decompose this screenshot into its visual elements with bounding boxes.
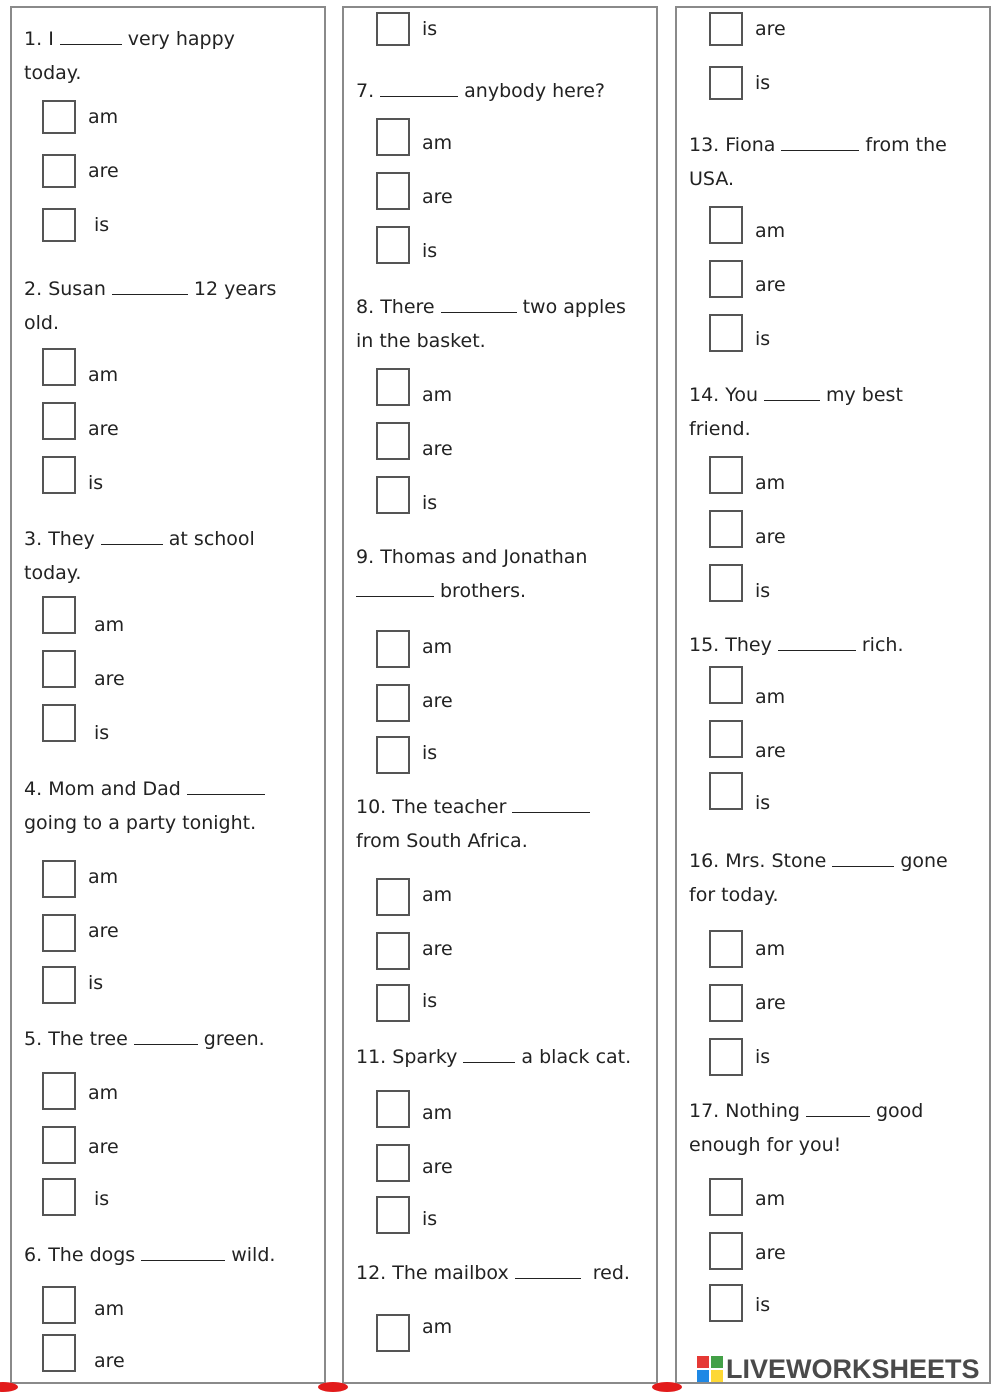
option-label: is — [755, 792, 771, 814]
answer-blank — [134, 1024, 198, 1045]
option-label: are — [422, 690, 453, 712]
checkbox[interactable] — [42, 1178, 76, 1216]
checkbox[interactable] — [376, 368, 410, 406]
option-label: am — [88, 364, 119, 386]
option-label: are — [88, 160, 119, 182]
option-label: am — [755, 1188, 786, 1210]
checkbox[interactable] — [709, 1232, 743, 1270]
checkbox[interactable] — [709, 12, 743, 46]
question-number: 5. — [24, 1028, 43, 1050]
option-label: am — [422, 884, 453, 906]
option-label: are — [94, 1350, 125, 1372]
checkbox[interactable] — [42, 1126, 76, 1164]
answer-blank — [356, 576, 434, 597]
question-number: 3. — [24, 528, 43, 550]
option-label: are — [422, 1156, 453, 1178]
question-4 — [24, 772, 271, 806]
question-2-cont: old. — [24, 312, 60, 334]
logo-square — [697, 1356, 709, 1368]
question-16-cont: for today. — [689, 884, 779, 906]
answer-blank — [781, 130, 859, 151]
question-text: There — [380, 296, 435, 318]
question-number: 2. — [24, 278, 43, 300]
answer-blank — [463, 1042, 515, 1063]
option-label: am — [422, 384, 453, 406]
option-label: am — [88, 106, 119, 128]
question-text: Susan — [48, 278, 106, 300]
checkbox[interactable] — [42, 100, 76, 134]
checkbox[interactable] — [42, 914, 76, 952]
question-15 — [689, 628, 903, 662]
checkbox[interactable] — [376, 1314, 410, 1352]
question-16 — [689, 844, 948, 878]
question-6 — [24, 1238, 275, 1272]
question-11 — [356, 1040, 631, 1074]
checkbox[interactable] — [376, 630, 410, 668]
option-label: is — [422, 990, 438, 1012]
question-number: 13. — [689, 134, 720, 156]
checkbox[interactable] — [42, 1334, 76, 1372]
question-text: my best — [826, 384, 903, 406]
option-label: am — [755, 686, 786, 708]
answer-blank — [187, 774, 265, 795]
option-label: are — [755, 274, 786, 296]
checkbox[interactable] — [42, 154, 76, 188]
question-14-cont: friend. — [689, 418, 751, 440]
option-label: are — [422, 938, 453, 960]
question-17 — [689, 1094, 923, 1128]
option-label: am — [422, 1102, 453, 1124]
answer-blank — [101, 524, 163, 545]
question-text: They — [48, 528, 95, 550]
question-1-cont: today. — [24, 62, 82, 84]
decor-mark — [0, 1382, 18, 1392]
question-number: 1. — [24, 28, 43, 50]
answer-blank — [512, 792, 590, 813]
checkbox[interactable] — [709, 510, 743, 548]
question-number: 16. — [689, 850, 720, 872]
question-number: 12. — [356, 1262, 387, 1284]
column-2 — [342, 6, 658, 1384]
question-text: You — [725, 384, 759, 406]
answer-blank — [380, 76, 458, 97]
question-text: The tree — [48, 1028, 128, 1050]
question-text: green. — [203, 1028, 265, 1050]
logo-text: LIVEWORKSHEETS — [726, 1353, 980, 1384]
question-17-cont: enough for you! — [689, 1134, 842, 1156]
checkbox[interactable] — [42, 402, 76, 440]
question-10 — [356, 790, 596, 824]
question-4-cont: going to a party tonight. — [24, 812, 257, 834]
option-label: are — [755, 526, 786, 548]
checkbox[interactable] — [42, 456, 76, 494]
answer-blank — [764, 380, 820, 401]
answer-blank — [778, 630, 856, 651]
question-5 — [24, 1022, 265, 1056]
decor-mark — [652, 1382, 682, 1392]
question-text: Fiona — [725, 134, 776, 156]
checkbox[interactable] — [709, 456, 743, 494]
checkbox[interactable] — [376, 932, 410, 970]
decor-mark — [318, 1382, 348, 1392]
option-label: is — [755, 1294, 771, 1316]
checkbox[interactable] — [376, 684, 410, 722]
checkbox[interactable] — [376, 1144, 410, 1182]
question-text: red. — [592, 1262, 630, 1284]
question-14 — [689, 378, 903, 412]
answer-blank — [112, 274, 188, 295]
checkbox[interactable] — [376, 172, 410, 210]
option-label: is — [755, 72, 771, 94]
checkbox[interactable] — [709, 1284, 743, 1322]
option-label: am — [755, 938, 786, 960]
question-9 — [356, 540, 587, 574]
option-label: is — [755, 328, 771, 350]
question-12 — [356, 1256, 630, 1290]
checkbox[interactable] — [709, 260, 743, 298]
question-text: Sparky — [392, 1046, 458, 1068]
question-text: wild. — [231, 1244, 276, 1266]
question-number: 7. — [356, 80, 375, 102]
checkbox[interactable] — [42, 348, 76, 386]
question-text: two apples — [522, 296, 626, 318]
option-label: am — [422, 636, 453, 658]
option-label: is — [755, 580, 771, 602]
checkbox[interactable] — [376, 118, 410, 156]
liveworksheets-logo — [697, 1352, 980, 1386]
answer-blank — [806, 1096, 870, 1117]
option-label: are — [422, 438, 453, 460]
checkbox[interactable] — [709, 984, 743, 1022]
logo-square — [711, 1356, 723, 1368]
question-10-cont: from South Africa. — [356, 830, 528, 852]
checkbox[interactable] — [42, 704, 76, 742]
question-text: The teacher — [392, 796, 507, 818]
option-label: is — [94, 722, 110, 744]
question-text: a black cat. — [521, 1046, 632, 1068]
question-3 — [24, 522, 255, 556]
option-label: am — [94, 614, 125, 636]
question-9-cont — [356, 574, 526, 608]
question-number: 8. — [356, 296, 375, 318]
option-label: is — [422, 1208, 438, 1230]
question-text: from the — [865, 134, 947, 156]
question-number: 14. — [689, 384, 720, 406]
answer-blank — [60, 24, 122, 45]
checkbox[interactable] — [709, 930, 743, 968]
checkbox[interactable] — [709, 1178, 743, 1216]
option-label: are — [755, 740, 786, 762]
option-label: am — [94, 1298, 125, 1320]
option-label: is — [755, 1046, 771, 1068]
checkbox[interactable] — [376, 736, 410, 774]
checkbox[interactable] — [42, 860, 76, 898]
option-label: are — [755, 18, 786, 40]
option-label: am — [755, 472, 786, 494]
answer-blank — [441, 292, 517, 313]
question-number: 9. — [356, 546, 375, 568]
question-text: Mom and Dad — [48, 778, 181, 800]
column-1 — [10, 6, 326, 1384]
option-label: are — [94, 668, 125, 690]
question-number: 15. — [689, 634, 720, 656]
option-label: am — [422, 1316, 453, 1338]
question-text: Thomas and Jonathan — [380, 546, 588, 568]
question-13 — [689, 128, 947, 162]
option-label: are — [422, 186, 453, 208]
question-7 — [356, 74, 605, 108]
option-label: is — [422, 240, 438, 262]
question-text: very happy — [127, 28, 235, 50]
checkbox[interactable] — [376, 1090, 410, 1128]
question-number: 17. — [689, 1100, 720, 1122]
checkbox[interactable] — [376, 1196, 410, 1234]
option-label: is — [94, 214, 110, 236]
checkbox[interactable] — [42, 1286, 76, 1324]
checkbox[interactable] — [709, 564, 743, 602]
question-text: good — [875, 1100, 924, 1122]
checkbox[interactable] — [42, 1072, 76, 1110]
logo-square — [711, 1370, 723, 1382]
option-label: are — [755, 1242, 786, 1264]
option-label: am — [88, 1082, 119, 1104]
question-text: 12 years — [193, 278, 277, 300]
checkbox[interactable] — [376, 12, 410, 46]
option-label: is — [94, 1188, 110, 1210]
option-label: is — [422, 18, 438, 40]
option-label: am — [88, 866, 119, 888]
question-3-cont: today. — [24, 562, 82, 584]
checkbox[interactable] — [42, 208, 76, 242]
checkbox[interactable] — [376, 422, 410, 460]
question-8-cont: in the basket. — [356, 330, 486, 352]
question-text: The mailbox — [392, 1262, 509, 1284]
option-label: are — [88, 418, 119, 440]
checkbox[interactable] — [42, 650, 76, 688]
checkbox[interactable] — [709, 314, 743, 352]
checkbox[interactable] — [709, 666, 743, 704]
checkbox[interactable] — [376, 878, 410, 916]
option-label: is — [422, 492, 438, 514]
option-label: is — [422, 742, 438, 764]
option-label: are — [88, 1136, 119, 1158]
answer-blank — [832, 846, 894, 867]
question-2 — [24, 272, 276, 306]
question-text: anybody here? — [464, 80, 605, 102]
question-text: gone — [900, 850, 948, 872]
checkbox[interactable] — [376, 226, 410, 264]
logo-icon — [697, 1356, 723, 1382]
question-number: 4. — [24, 778, 43, 800]
checkbox[interactable] — [709, 720, 743, 758]
question-number: 11. — [356, 1046, 387, 1068]
checkbox[interactable] — [42, 596, 76, 634]
checkbox[interactable] — [709, 66, 743, 100]
question-text: The dogs — [48, 1244, 136, 1266]
question-text: Mrs. Stone — [725, 850, 827, 872]
answer-blank — [141, 1240, 225, 1261]
checkbox[interactable] — [709, 206, 743, 244]
question-text: brothers. — [440, 580, 527, 602]
checkbox[interactable] — [376, 476, 410, 514]
question-text: Nothing — [725, 1100, 800, 1122]
question-text: at school — [168, 528, 255, 550]
question-text: I — [48, 28, 54, 50]
checkbox[interactable] — [42, 966, 76, 1004]
question-1 — [24, 22, 235, 56]
option-label: is — [88, 472, 104, 494]
option-label: am — [755, 220, 786, 242]
option-label: is — [88, 972, 104, 994]
option-label: am — [422, 132, 453, 154]
question-8 — [356, 290, 626, 324]
column-3 — [675, 6, 991, 1384]
question-text: rich. — [861, 634, 904, 656]
checkbox[interactable] — [709, 1038, 743, 1076]
question-text: They — [725, 634, 772, 656]
question-number: 6. — [24, 1244, 43, 1266]
question-number: 10. — [356, 796, 387, 818]
answer-blank — [515, 1258, 581, 1279]
option-label: are — [755, 992, 786, 1014]
question-13-cont: USA. — [689, 168, 735, 190]
checkbox[interactable] — [709, 772, 743, 810]
option-label: are — [88, 920, 119, 942]
logo-square — [697, 1370, 709, 1382]
checkbox[interactable] — [376, 984, 410, 1022]
